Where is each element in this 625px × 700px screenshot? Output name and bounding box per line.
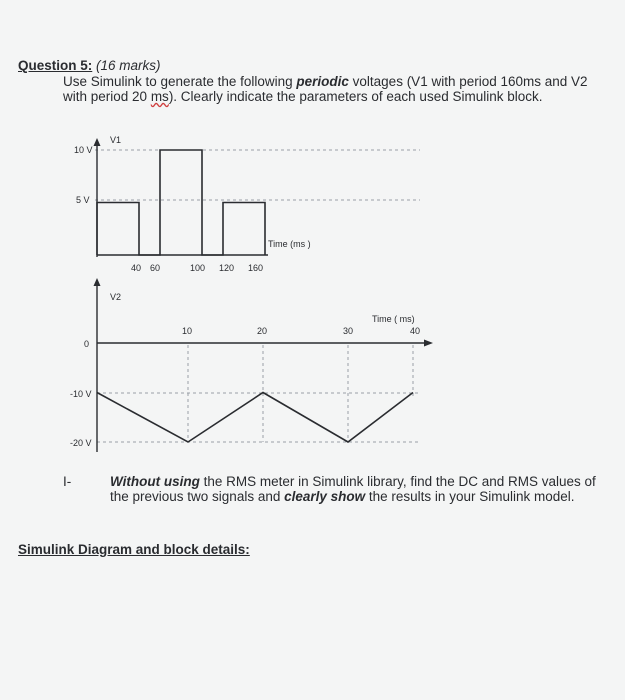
question-label: Question 5: — [18, 58, 93, 73]
v2-y-arrow — [94, 278, 101, 286]
part-number: I- — [63, 474, 72, 489]
v1-ytick-10: 10 V — [74, 145, 93, 155]
v2-xtick-30: 30 — [343, 326, 354, 336]
v2-x-arrow — [424, 340, 433, 347]
v2-label: V2 — [110, 292, 122, 302]
v2-xtick-20: 20 — [257, 326, 268, 336]
question-unit: ms — [150, 89, 169, 104]
v1-label: V1 — [110, 135, 122, 145]
question-emphasis: periodic — [296, 74, 349, 89]
question-marks: (16 marks) — [96, 58, 161, 73]
v1-ytick-5: 5 V — [76, 195, 90, 205]
v2-ytick-20: -20 V — [70, 438, 92, 448]
question-text-part1: Use Simulink to generate the following — [63, 74, 297, 89]
v2-time-label: Time ( ms) — [372, 314, 415, 324]
v1-xtick-120: 120 — [219, 263, 235, 273]
part-text-1: the RMS meter in Simulink library, find the DC and RMS values of the previous two signals and — [110, 474, 596, 504]
part-text — [110, 474, 605, 504]
v1-xtick-40: 40 — [131, 263, 142, 273]
v1-xtick-160: 160 — [248, 263, 264, 273]
question-text-part2: voltages (V1 with period 160ms and V2 with period 20 — [63, 74, 588, 104]
v2-xtick-10: 10 — [182, 326, 193, 336]
v1-waveform — [97, 150, 265, 255]
v2-ytick-10: -10 V — [70, 389, 92, 399]
part-text-2: the results in your Simulink model. — [365, 489, 575, 504]
part-emphasis-2: clearly show — [284, 489, 366, 504]
v1-xtick-60: 60 — [150, 263, 161, 273]
v1-chart — [74, 135, 420, 273]
v2-xtick-40: 40 — [410, 326, 421, 336]
v2-ytick-0: 0 — [84, 339, 90, 349]
v2-chart — [70, 278, 433, 452]
v1-y-arrow — [94, 138, 101, 146]
question-text-part3: ). Clearly indicate the parameters of each used Simulink block. — [168, 89, 543, 104]
v1-time-label: Time (ms ) — [268, 239, 311, 249]
section-title: Simulink Diagram and block details: — [18, 542, 250, 557]
v2-waveform — [97, 393, 413, 443]
part-emphasis-1: Without using — [110, 474, 200, 489]
v1-xtick-100: 100 — [190, 263, 206, 273]
